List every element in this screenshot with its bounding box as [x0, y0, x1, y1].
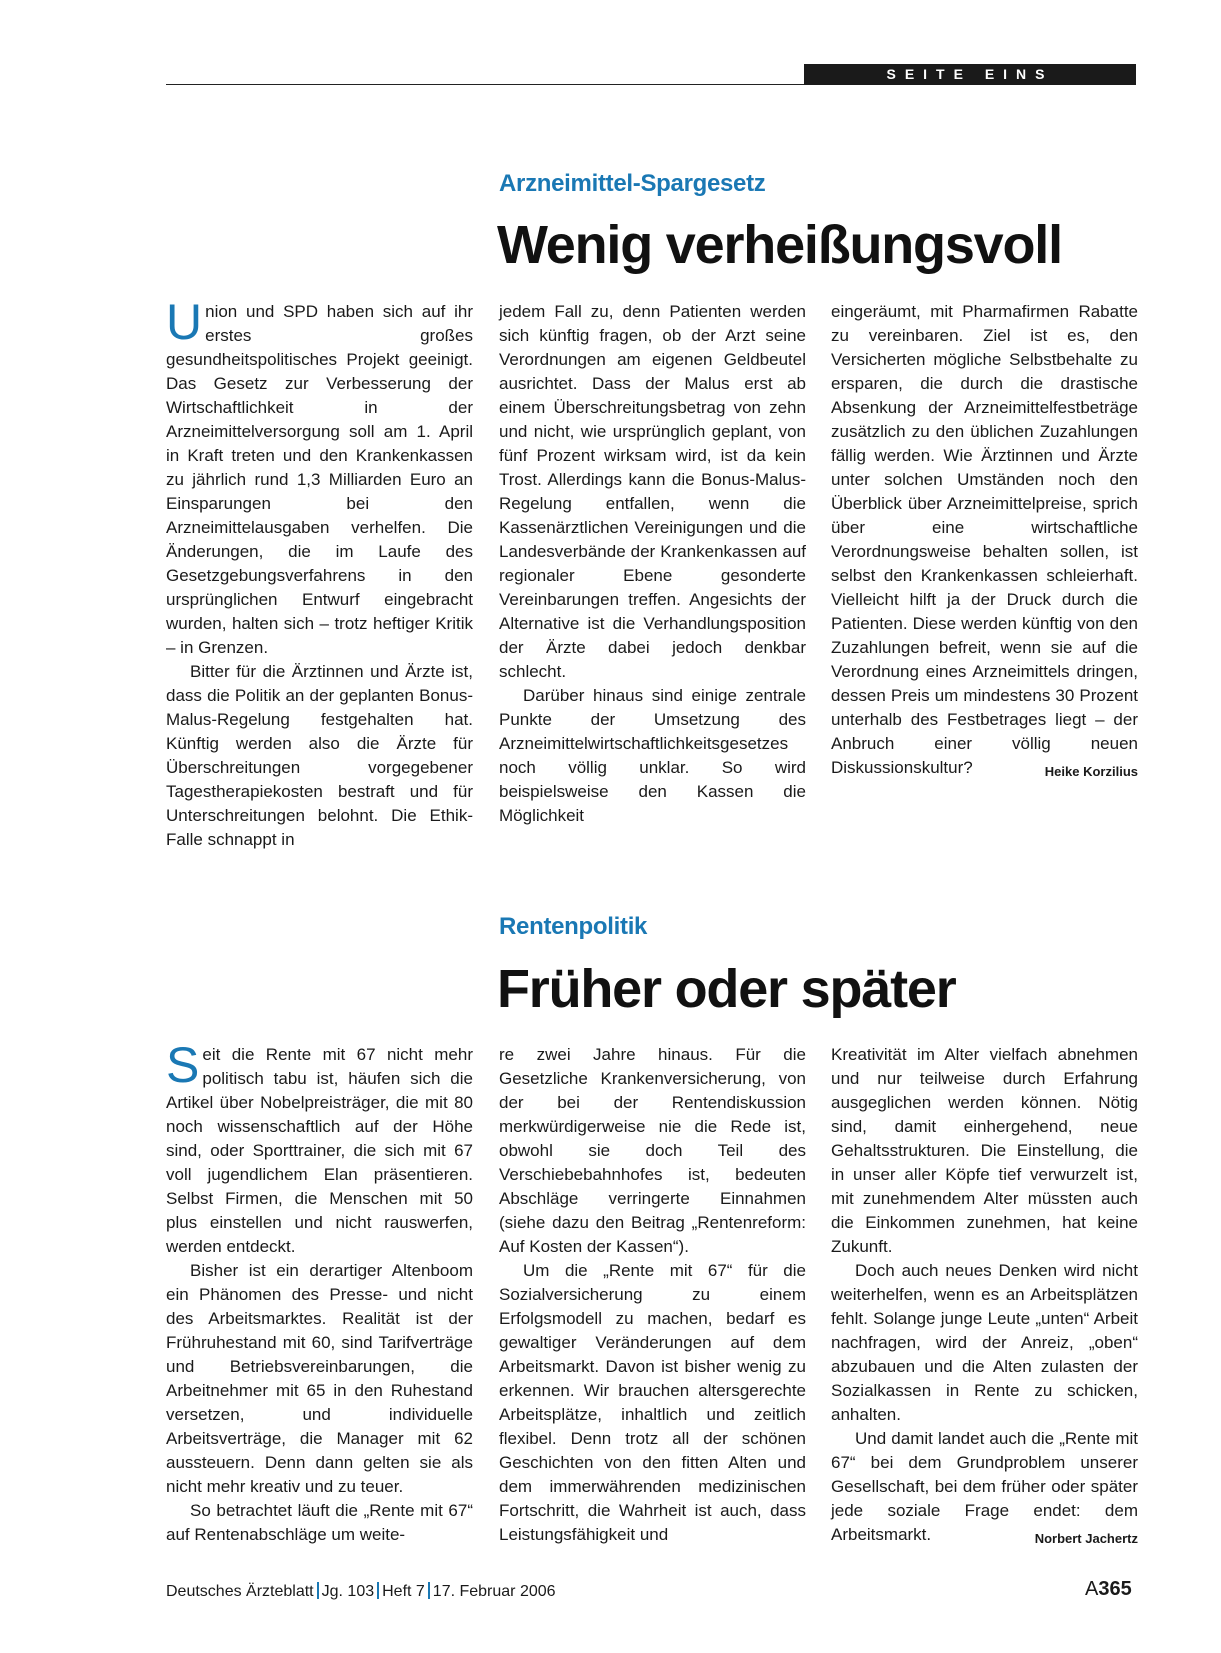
article1-kicker: Arzneimittel-Spargesetz	[499, 170, 766, 197]
article2-column-2	[499, 1043, 806, 1547]
article2-headline: Früher oder später	[497, 959, 956, 1019]
article1-column-2	[499, 300, 806, 828]
article1-paragraph: jedem Fall zu, denn Patienten werden sich künftig fragen, ob der Arzt seine Verordnungen am eigenen Geldbeutel ausrichtet. Dass der Malus erst ab einem Überschreitungsbetrag von zehn und nicht, wie ursprünglich geplant, von fünf Prozent wirksam wird, ist da kein Trost. Allerdings kann die Bonus-Malus-Regelung entfallen, wenn die Kassenärztlichen Vereinigungen und die Landesverbände der Krankenkassen auf regionaler Ebene gesonderte Vereinbarungen treffen. Angesichts der Alternative ist die Verhandlungsposition der Ärzte dabei jedoch denkbar schlecht.	[499, 302, 806, 681]
article1-column-3	[831, 300, 1138, 784]
footer	[166, 1582, 556, 1601]
article2-paragraph-text: Und damit landet auch die „Rente mit 67“ bei dem Grundproblem unserer Gesellschaft, bei dem früher oder später jede soziale Frage endet: dem Arbeitsmarkt.	[831, 1429, 1138, 1544]
footer-date: 17. Februar 2006	[432, 1583, 556, 1600]
article2-paragraph: Um die „Rente mit 67“ für die Sozialversicherung zu einem Erfolgsmodell zu machen, bedarf es gewaltiger Veränderungen auf dem Arbeitsmarkt. Davon ist bisher wenig zu erkennen. Wir brauchen altersgerechte Arbeitsplätze, inhaltlich und zeitlich flexibel. Denn trotz all der schönen Geschichten von den fitten Alten und dem immerwährenden medizinischen Fortschritt, die Wahrheit ist auch, dass Leistungsfähigkeit und	[499, 1261, 806, 1544]
article1-paragraph	[831, 300, 1138, 780]
article2-paragraph: re zwei Jahre hinaus. Für die Gesetzliche Krankenversicherung, von der bei der Rentendiskussion merkwürdigerweise nie die Rede ist, obwohl sie doch Teil des Verschiebebahnhofes ist, bedeuten Abschläge verringerte Einnahmen (siehe dazu den Beitrag „Rentenreform: Auf Kosten der Kassen“).	[499, 1045, 806, 1256]
article1-paragraph: Darüber hinaus sind einige zentrale Punkte der Umsetzung des Arzneimittelwirtschaftlichkeitsgesetzes noch völlig unklar. So wird beispielsweise den Kassen die Möglichkeit	[499, 686, 806, 825]
article2-dropcap: S	[166, 1037, 200, 1093]
article1-paragraph-text: nion und SPD haben sich auf ihr erstes großes gesundheitspolitisches Projekt geeinigt. Das Gesetz zur Verbesserung der Wirtschaftlichkeit in der Arzneimittelversorgung soll am 1. April in Kraft treten und den Krankenkassen zu jährlich rund 1,3 Milliarden Euro an Einsparungen bei den Arzneimittelausgaben verhelfen. Die Änderungen, die im Laufe des Gesetzgebungsverfahrens in den ursprünglichen Entwurf eingebracht wurden, halten sich – trotz heftiger Kritik – in Grenzen.	[166, 302, 473, 657]
footer-separator	[428, 1582, 430, 1599]
article2-paragraph-text: eit die Rente mit 67 nicht mehr politisch tabu ist, häufen sich die Artikel über Nobelpreisträger, die mit 80 noch wissenschaftlich auf der Höhe sind, oder Sporttrainer, die sich mit 67 voll jugendlichem Elan präsentieren. Selbst Firmen, die Menschen mit 50 plus einstellen und nicht rauswerfen, werden entdeckt.	[166, 1045, 473, 1256]
article2-paragraph	[166, 1037, 473, 1259]
article1-paragraph: Bitter für die Ärztinnen und Ärzte ist, dass die Politik an der geplanten Bonus-Malus-Regelung festgehalten hat. Künftig werden also die Ärzte für Überschreitungen vorgegebener Tagestherapiekosten bestraft und für Unterschreitungen belohnt. Die Ethik-Falle schnappt in	[166, 662, 473, 849]
article2-author: Norbert Jachertz	[1034, 1531, 1138, 1546]
page-number-value: 365	[1098, 1578, 1132, 1600]
article1-column-1	[166, 294, 473, 852]
article1-paragraph-text: eingeräumt, mit Pharmafirmen Rabatte zu vereinbaren. Ziel ist es, den Versicherten mögliche Selbstbehalte zu ersparen, die durch die drastische Absenkung der Arzneimittelfestbeträge zusätzlich zu den üblichen Zuzahlungen fällig werden. Wie Ärztinnen und Ärzte unter solchen Umständen noch den Überblick über Arzneimittelpreise, sprich über eine wirtschaftliche Verordnungsweise behalten sollen, ist selbst den Krankenkassen schleierhaft. Vielleicht hilft ja der Druck durch die Patienten. Diese werden künftig von den Zuzahlungen befreit, wenn sie auf die Verordnung eines Arzneimittels dringen, dessen Preis um mindestens 30 Prozent unterhalb des Festbetrages liegt – der Anbruch einer völlig neuen Diskussionskultur?	[831, 302, 1138, 777]
footer-publication: Deutsches Ärzteblatt	[166, 1583, 314, 1600]
article2-paragraph: So betrachtet läuft die „Rente mit 67“ auf Rentenabschläge um weite-	[166, 1501, 473, 1544]
article1-paragraph	[166, 294, 473, 660]
article2-column-3	[831, 1043, 1138, 1551]
article2-kicker: Rentenpolitik	[499, 913, 648, 940]
article1-headline: Wenig verheißungsvoll	[497, 215, 1062, 275]
article1-dropcap: U	[166, 294, 203, 350]
article2-paragraph: Kreativität im Alter vielfach abnehmen und nur teilweise durch Erfahrung ausgeglichen werden können. Nötig sind, damit einhergehend, neue Gehaltsstrukturen. Die Einstellung, die in unser aller Köpfe tief verwurzelt ist, mit zunehmendem Alter müssten auch die Einkommen zunehmen, hat keine Zukunft.	[831, 1045, 1138, 1256]
article1-author: Heike Korzilius	[1044, 764, 1138, 779]
footer-separator	[377, 1582, 379, 1599]
page-prefix: A	[1085, 1578, 1099, 1600]
footer-volume: Jg. 103	[321, 1583, 375, 1600]
article2-column-1	[166, 1037, 473, 1547]
footer-issue: Heft 7	[382, 1583, 425, 1600]
article2-paragraph: Doch auch neues Denken wird nicht weiterhelfen, wenn es an Arbeitsplätzen fehlt. Solange junge Leute „unten“ Arbeit nachfragen, wird der Anreiz, „oben“ abzubauen und die Alten zulasten der Sozialkassen in Rente zu schicken, anhalten.	[831, 1261, 1138, 1424]
article2-paragraph	[831, 1427, 1138, 1547]
section-tag: SEITE EINS	[804, 64, 1136, 85]
article2-paragraph: Bisher ist ein derartiger Altenboom ein Phänomen des Presse- und nicht des Arbeitsmarktes. Realität ist der Frühruhestand mit 60, sind Tarifverträge und Betriebsvereinbarungen, die Arbeitnehmer mit 65 in den Ruhestand versetzen, und individuelle Arbeitsverträge, die Manager mit 62 aussteuern. Denn dann gelten sie als nicht mehr kreativ und zu teuer.	[166, 1261, 473, 1496]
footer-separator	[317, 1582, 319, 1599]
page-number	[1085, 1578, 1132, 1601]
